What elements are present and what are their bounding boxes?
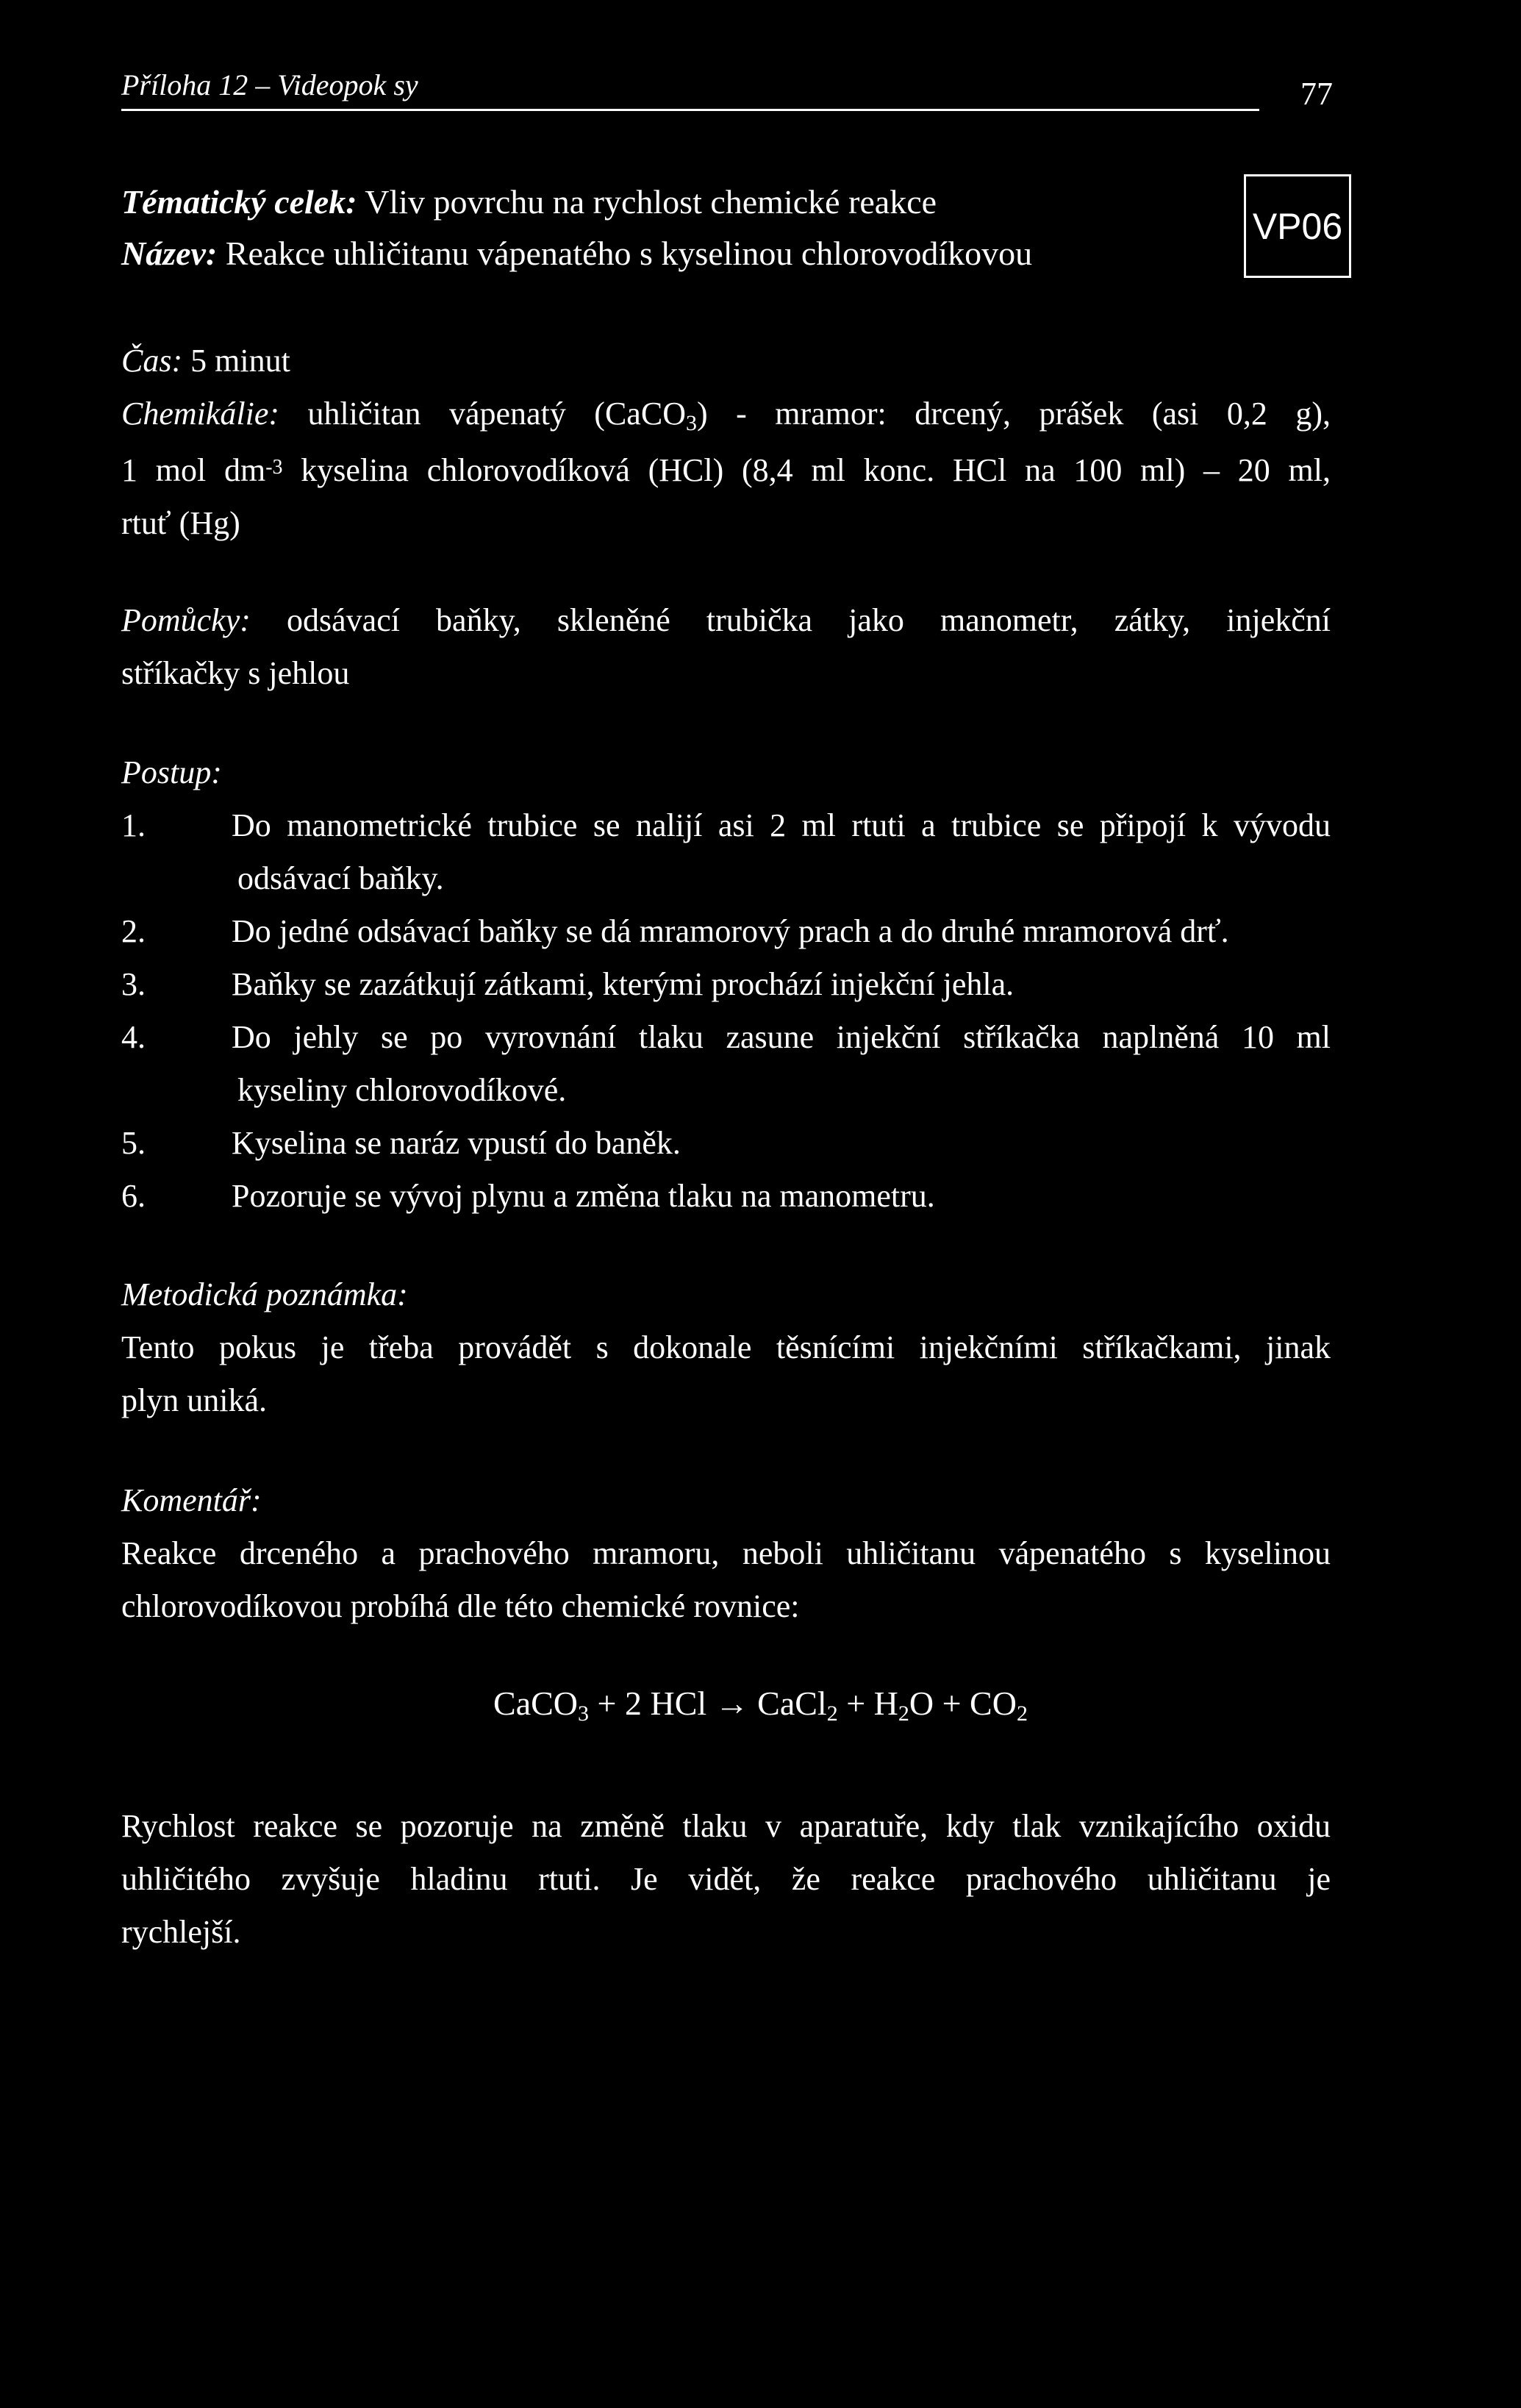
procedure-step [121,799,1331,905]
page-header [121,68,1333,112]
conclusion-line-2: uhličitého zvyšuje hladinu rtuti. Je vidět, že reakce prachového uhličitanu je [121,1861,1331,1897]
chemicals-line-2: 1 mol $dm^{-3}$ kyselina chlorovodíková (HCl) (8,4 ml konc. HCl na 100 ml) – 20 ml, [121,452,1331,488]
title-label: Název: [121,235,218,272]
procedure-section [121,746,1331,1223]
step-text: Do jehly se po vyrovnání tlaku zasune injekční stříkačka naplněná 10 ml [232,1019,1331,1055]
topic-block [121,176,1032,279]
chemicals-label: Chemikálie: [121,396,280,432]
time-line [121,335,1331,387]
step-number: 6. [121,1178,146,1214]
procedure-step [121,1117,1331,1170]
time-label: Čas: [121,343,183,379]
experiment-code-badge: VP06 [1244,174,1351,278]
tools-section [121,594,1331,700]
step-number: 5. [121,1125,146,1161]
title-line [121,228,1032,279]
chemical-equation: CaCO$_3$ + 2 HCl → CaCl$_2$ + $H_2O + CO_2$ [493,1684,1028,1726]
step-text: Baňky se zazátkují zátkami, kterými prochází injekční jehla. [232,966,1014,1002]
header-rule [121,109,1259,111]
step-text: Pozoruje se vývoj plynu a změna tlaku na manometru. [232,1178,935,1214]
tools-line-2: stříkačky s jehlou [121,655,350,691]
page-number: 77 [1300,76,1333,112]
step-text: Kyselina se naráz vpustí do baněk. [232,1125,681,1161]
running-header: Příloha 12 – Videopok sy [121,68,418,101]
step-number: 1. [121,807,146,843]
step-number: 4. [121,1019,146,1055]
conclusion-line-3: rychlejší. [121,1914,241,1950]
procedure-step [121,1011,1331,1117]
comment-label: Komentář: [121,1482,262,1518]
procedure-step [121,958,1331,1011]
step-text-cont: odsávací baňky. [237,860,444,896]
tools-label: Pomůcky: [121,602,251,638]
chemicals-line-1: Chemikálie: uhličitan vápenatý (CaCO$_3$) - mramor: drcený, prášek (asi 0,2 g), [121,396,1331,435]
step-text: Do manometrické trubice se nalijí asi 2 ml rtuti a trubice se připojí k vývodu [232,807,1331,843]
comment-line-2: chlorovodíkovou probíhá dle této chemické rovnice: [121,1588,800,1624]
topic-line [121,176,1032,228]
conclusion-line-1: Rychlost reakce se pozoruje na změně tlaku v aparatuře, kdy tlak vznikajícího oxidu [121,1808,1331,1844]
tools-line-1: Pomůcky: odsávací baňky, skleněné trubička jako manometr, zátky, injekční [121,602,1331,638]
comment-line-1: Reakce drceného a prachového mramoru, neboli uhličitanu vápenatého s kyselinou [121,1535,1331,1571]
time-value: 5 minut [182,343,290,379]
step-text-cont: kyseliny chlorovodíkové. [237,1072,567,1108]
chemicals-line-3: rtuť (Hg) [121,505,240,541]
step-number: 2. [121,913,146,949]
chemicals-section [121,387,1331,550]
topic-label: Tématický celek: [121,183,357,221]
title-value: Reakce uhličitanu vápenatého s kyselinou chlorovodíkovou [217,235,1033,272]
topic-value: Vliv povrchu na rychlost chemické reakce [357,183,937,221]
step-number: 3. [121,966,146,1002]
method-note-label: Metodická poznámka: [121,1276,408,1312]
procedure-step [121,1170,1331,1223]
procedure-label: Postup: [121,754,222,790]
step-text: Do jedné odsávací baňky se dá mramorový prach a do druhé mramorová drť. [232,913,1229,949]
time-section [121,335,1331,387]
method-note-section [121,1268,1331,1427]
conclusion-section [121,1800,1331,1959]
reaction-arrow-icon: → [715,1684,749,1722]
method-note-line-1: Tento pokus je třeba provádět s dokonale těsnícími injekčními stříkačkami, jinak [121,1329,1331,1365]
method-note-line-2: plyn uniká. [121,1382,267,1418]
procedure-step [121,905,1331,958]
procedure-steps [121,799,1331,1223]
comment-section [121,1474,1331,1633]
